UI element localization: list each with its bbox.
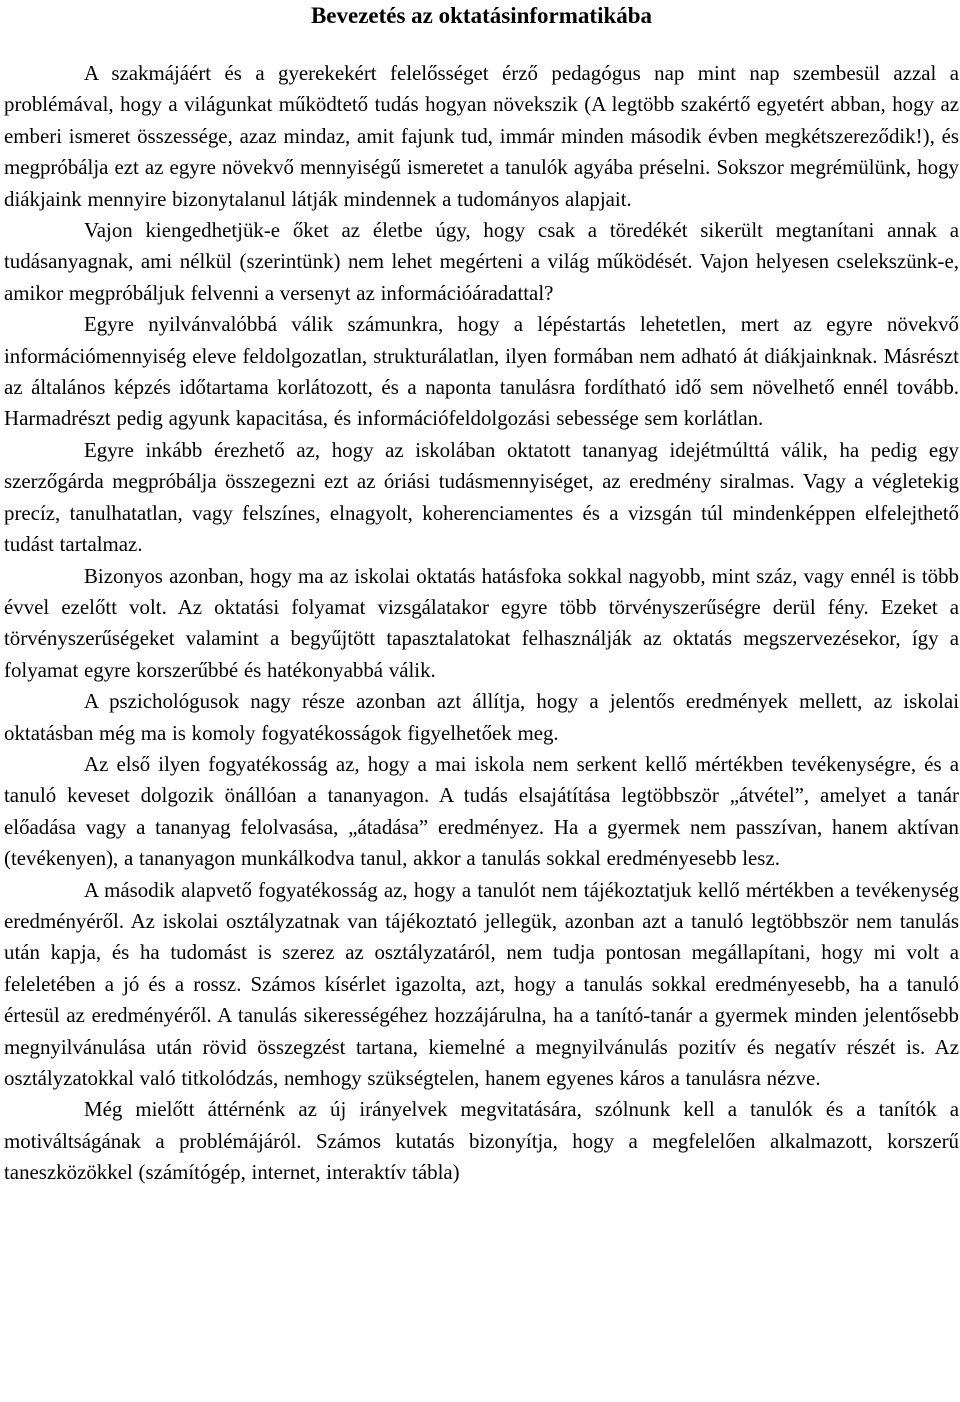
paragraph-2: Vajon kiengedhetjük-e őket az életbe úgy, hogy csak a töredékét sikerült megtanítani annak a tudásanyagnak, ami nélkül (szerintünk) nem lehet megérteni a világ működését. Vajon helyesen cselekszünk-e, amikor megpróbáljuk felvenni a versenyt az információáradattal? xyxy=(4,218,959,305)
document-page xyxy=(4,0,959,1189)
paragraph-9: Még mielőtt áttérnénk az új irányelvek megvitatására, szólnunk kell a tanulók és a tanítók a motiváltságának a problémájáról. Számos kutatás bizonyítja, hogy a megfelelően alkalmazott, korszerű taneszközökkel (számítógép, internet, interaktív tábla) xyxy=(4,1097,959,1185)
paragraph-7: Az első ilyen fogyatékosság az, hogy a mai iskola nem serkent kellő mértékben tevékenységre, és a tanuló keveset dolgozik önállóan a tananyagon. A tudás elsajátítása legtöbbször „átvétel”, amelyet a tanár előadása vagy a tananyag felolvasása, „átadása” eredményez. Ha a gyermek nem passzívan, hanem aktívan (tevékenyen), a tananyagon munkálkodva tanul, akkor a tanulás sokkal eredményesebb lesz. xyxy=(4,751,959,871)
paragraph-4: Egyre inkább érezhető az, hogy az iskolában oktatott tananyag idejétmúlttá válik, ha pedig egy szerzőgárda megpróbálja összegezni ezt az óriási tudásmennyiséget, az eredmény siralmas. Vagy a végletekig precíz, tanulhatatlan, vagy felszínes, elnagyolt, koherenciamentes és a vizsgán túl mindenképpen elfelejthető tudást tartalmaz. xyxy=(4,437,959,557)
paragraph-6: A pszichológusok nagy része azonban azt állítja, hogy a jelentős eredmények mellett, az iskolai oktatásban még ma is komoly fogyatékosságok figyelhetőek meg. xyxy=(4,689,959,745)
paragraph-8: A második alapvető fogyatékosság az, hogy a tanulót nem tájékoztatjuk kellő mértékben a tevékenység eredményéről. Az iskolai osztályzatnak van tájékoztató jellegük, azonban azt a tanuló legtöbbször nem tanulás után kapja, és ha tudomást is szerez az osztályzatáról, nem tudja pontosan megállapítani, hogy mi volt a feleletében a jó és a rossz. Számos kísérlet igazolta, azt, hogy a tanulás sokkal eredményesebb, ha a tanuló értesül az eredményéről. A tanulás sikerességéhez hozzájárulna, ha a tanító-tanár a gyermek minden jelentősebb megnyilvánulása után rövid összegzést tartana, kiemelné a megnyilvánulás pozitív és negatív részét is. Az osztályzatokkal való titkolódzás, nemhogy szükségtelen, hanem egyenes káros a tanulásra nézve. xyxy=(4,877,959,1090)
paragraph-5: Bizonyos azonban, hogy ma az iskolai oktatás hatásfoka sokkal nagyobb, mint száz, vagy ennél is több évvel ezelőtt volt. Az oktatási folyamat vizsgálatakor egyre több törvényszerűségre derül fény. Ezeket a törvényszerűségeket valamint a begyűjtött tapasztalatokat felhasználják az oktatás megszervezésekor, így a folyamat egyre korszerűbbé és hatékonyabbá válik. xyxy=(4,563,959,682)
document-title: Bevezetés az oktatásinformatikába xyxy=(310,3,653,28)
paragraph-3: Egyre nyilvánvalóbbá válik számunkra, hogy a lépéstartás lehetetlen, mert az egyre növekvő információmennyiség eleve feldolgozatlan, strukturálatlan, ilyen formában nem adható át diákjainknak. Másrészt az általános képzés időtartama korlátozott, és a naponta tanulásra fordítható idő sem növelhető ennél tovább. Harmadrészt pedig agyunk kapacitása, és információfeldolgozási sebessége sem korlátlan. xyxy=(4,312,959,431)
paragraph-1: A szakmájáért és a gyerekekért felelősséget érző pedagógus nap mint nap szembesül azzal a problémával, hogy a világunkat működtető tudás hogyan növekszik (A legtöbb szakértő egyetért abban, hogy az emberi ismeret összessége, azaz mindaz, amit fajunk tud, immár minden második évben megkétszereződik!), és megpróbálja ezt az egyre növekvő mennyiségű ismeretet a tanulók agyába préselni. Sokszor megrémülünk, hogy diákjaink mennyire bizonytalanul látják mindennek a tudományos alapjait. xyxy=(4,61,959,211)
